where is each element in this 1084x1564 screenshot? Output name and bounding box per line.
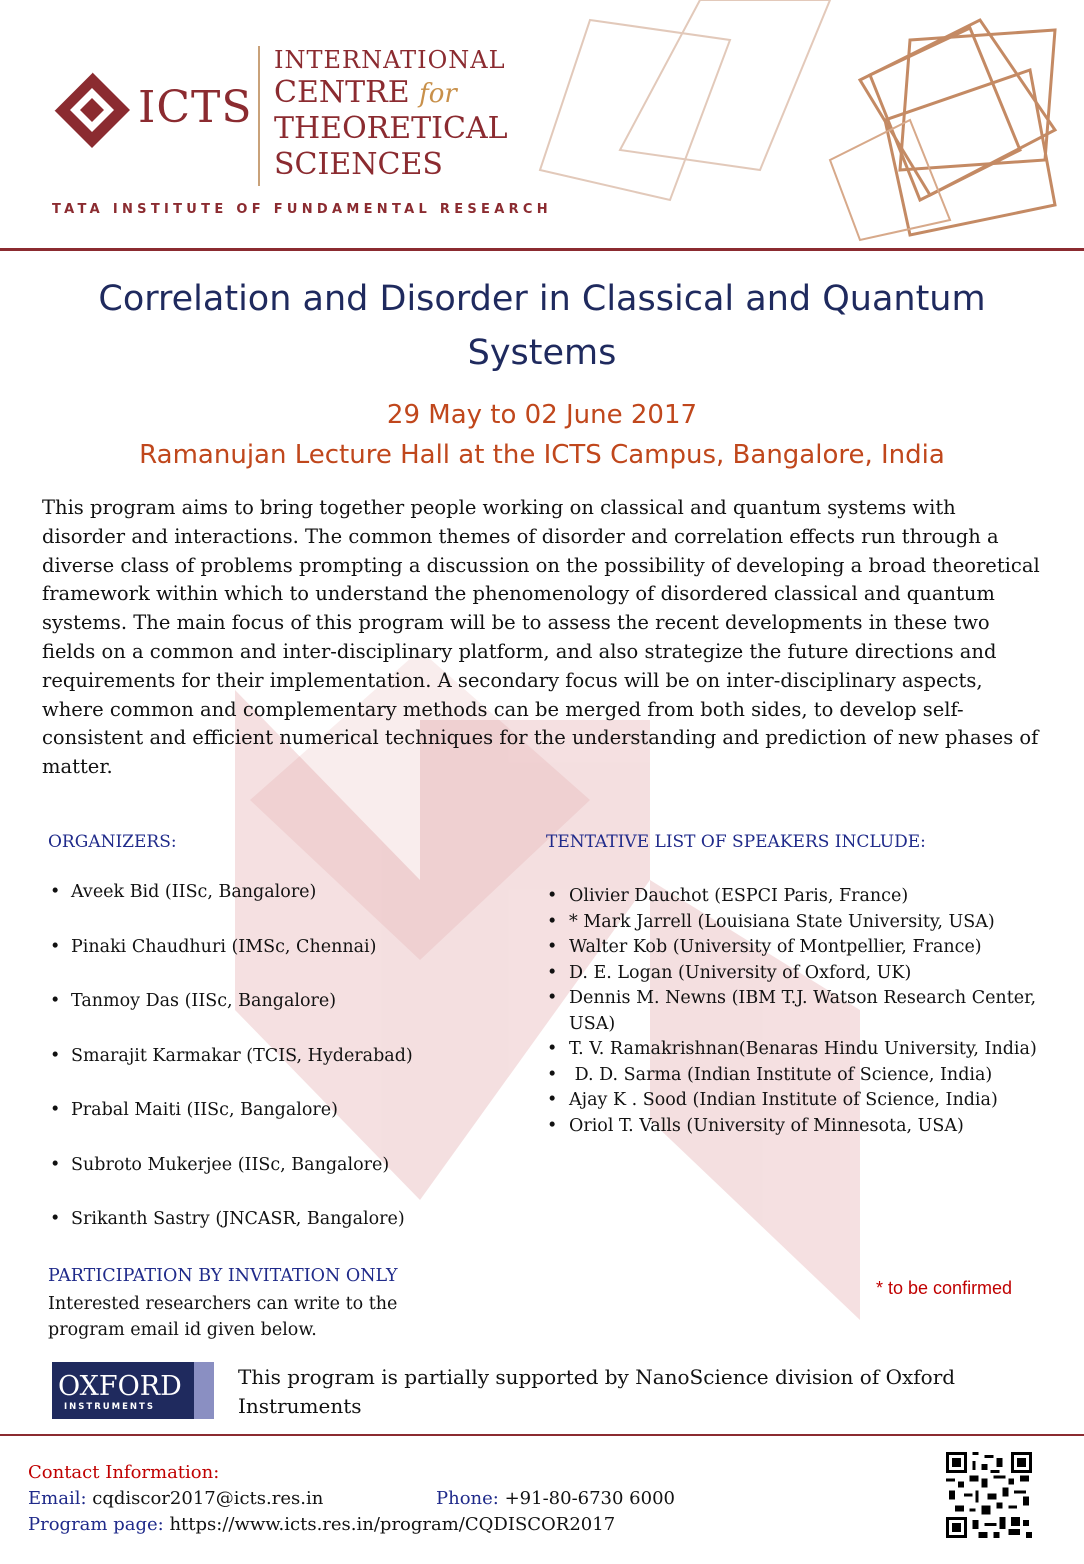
organizer-item: • Smarajit Karmakar (TCIS, Hyderabad) — [48, 1046, 528, 1101]
qr-code-icon — [946, 1452, 1032, 1538]
program-page-label: Program page: — [28, 1514, 164, 1535]
header-divider — [0, 248, 1084, 251]
institution-name-line1: INTERNATIONAL — [274, 46, 506, 74]
speaker-item: • Oriol T. Valls (University of Minnesota, USA) — [546, 1114, 1046, 1140]
to-be-confirmed-note: * to be confirmed — [876, 1278, 1013, 1298]
speaker-item: • Dennis M. Newns (IBM T.J. Watson Research Center, USA) — [546, 986, 1046, 1037]
participation-text: Interested researchers can write to the program email id given below. — [48, 1294, 398, 1340]
contact-phone-row — [436, 1488, 675, 1509]
organizers-heading: ORGANIZERS: — [48, 832, 177, 852]
oxford-logo-bar — [194, 1362, 214, 1419]
program-page-link[interactable]: https://www.icts.res.in/program/CQDISCOR2017 — [169, 1514, 616, 1535]
icts-logo-icon — [52, 70, 132, 150]
event-title: Correlation and Disorder in Classical and Quantum Systems — [98, 279, 986, 373]
program-page-row — [28, 1514, 615, 1535]
phone-number: +91-80-6730 6000 — [504, 1488, 675, 1509]
organizer-item: • Prabal Maiti (IISc, Bangalore) — [48, 1100, 528, 1155]
oxford-logo-subtitle: INSTRUMENTS — [64, 1402, 155, 1412]
contact-heading: Contact Information: — [28, 1462, 220, 1483]
speaker-item: • * Mark Jarrell (Louisiana State University, USA) — [546, 910, 1046, 936]
header-decoration-graphic — [500, 0, 1084, 245]
organizer-item: • Subroto Mukerjee (IISc, Bangalore) — [48, 1155, 528, 1210]
speaker-item: • D. E. Logan (University of Oxford, UK) — [546, 961, 1046, 987]
speakers-heading: TENTATIVE LIST OF SPEAKERS INCLUDE: — [546, 832, 926, 852]
organizer-item: • Aveek Bid (IISc, Bangalore) — [48, 882, 528, 937]
organizers-list — [48, 882, 528, 1264]
institution-name-line3: THEORETICAL — [274, 111, 508, 146]
institution-centre-word: CENTRE — [274, 75, 410, 110]
oxford-instruments-logo — [52, 1362, 214, 1419]
oxford-logo-word: OXFORD — [58, 1371, 182, 1402]
email-label: Email: — [28, 1488, 87, 1509]
speaker-item: • Walter Kob (University of Montpellier, France) — [546, 935, 1046, 961]
institution-name-line4: SCIENCES — [274, 147, 443, 182]
phone-label: Phone: — [436, 1488, 499, 1509]
event-description: This program aims to bring together people working on classical and quantum systems with disorder and interactions. The common themes of disorder and correlation effects run through a diverse class of problems prompting a discussion on the possibility of developing a broad theoretical framework within which to understand the phenomenology of disordered classical and quantum systems. The main focus of this program will be to assess the recent developments in these two fields on a common and inter-disciplinary platform, and also strategize the future directions and requirements for their implementation. A secondary focus will be on inter-disciplinary aspects, where common and complementary methods can be merged from both sides, to develop self-consistent and efficient numerical techniques for the understanding and prediction of new phases of matter. — [42, 496, 1040, 779]
institution-for-word: for — [419, 79, 457, 109]
speaker-item: • Olivier Dauchot (ESPCI Paris, France) — [546, 884, 1046, 910]
participation-heading: PARTICIPATION BY INVITATION ONLY — [48, 1266, 398, 1286]
email-link[interactable]: cqdiscor2017@icts.res.in — [92, 1488, 324, 1509]
speakers-list — [546, 884, 1046, 1139]
event-dates: 29 May to 02 June 2017 — [386, 400, 698, 430]
organizer-item: • Pinaki Chaudhuri (IMSc, Chennai) — [48, 937, 528, 992]
speaker-item: • Ajay K . Sood (Indian Institute of Science, India) — [546, 1088, 1046, 1114]
contact-email-row — [28, 1488, 323, 1509]
logo-divider — [258, 46, 260, 186]
organizer-item: • Tanmoy Das (IISc, Bangalore) — [48, 991, 528, 1046]
parent-institute-name: TATA INSTITUTE OF FUNDAMENTAL RESEARCH — [52, 202, 552, 217]
logo-wordmark: ICTS — [138, 82, 253, 133]
footer-divider — [0, 1434, 1084, 1436]
institution-name-line2 — [274, 75, 457, 110]
organizer-item: • Srikanth Sastry (JNCASR, Bangalore) — [48, 1209, 528, 1264]
speaker-item: • T. V. Ramakrishnan(Benaras Hindu University, India) — [546, 1037, 1046, 1063]
event-venue: Ramanujan Lecture Hall at the ICTS Campus, Bangalore, India — [139, 440, 945, 470]
speaker-item: • D. D. Sarma (Indian Institute of Science, India) — [546, 1063, 1046, 1089]
sponsor-text: This program is partially supported by NanoScience division of Oxford Instruments — [238, 1365, 956, 1418]
